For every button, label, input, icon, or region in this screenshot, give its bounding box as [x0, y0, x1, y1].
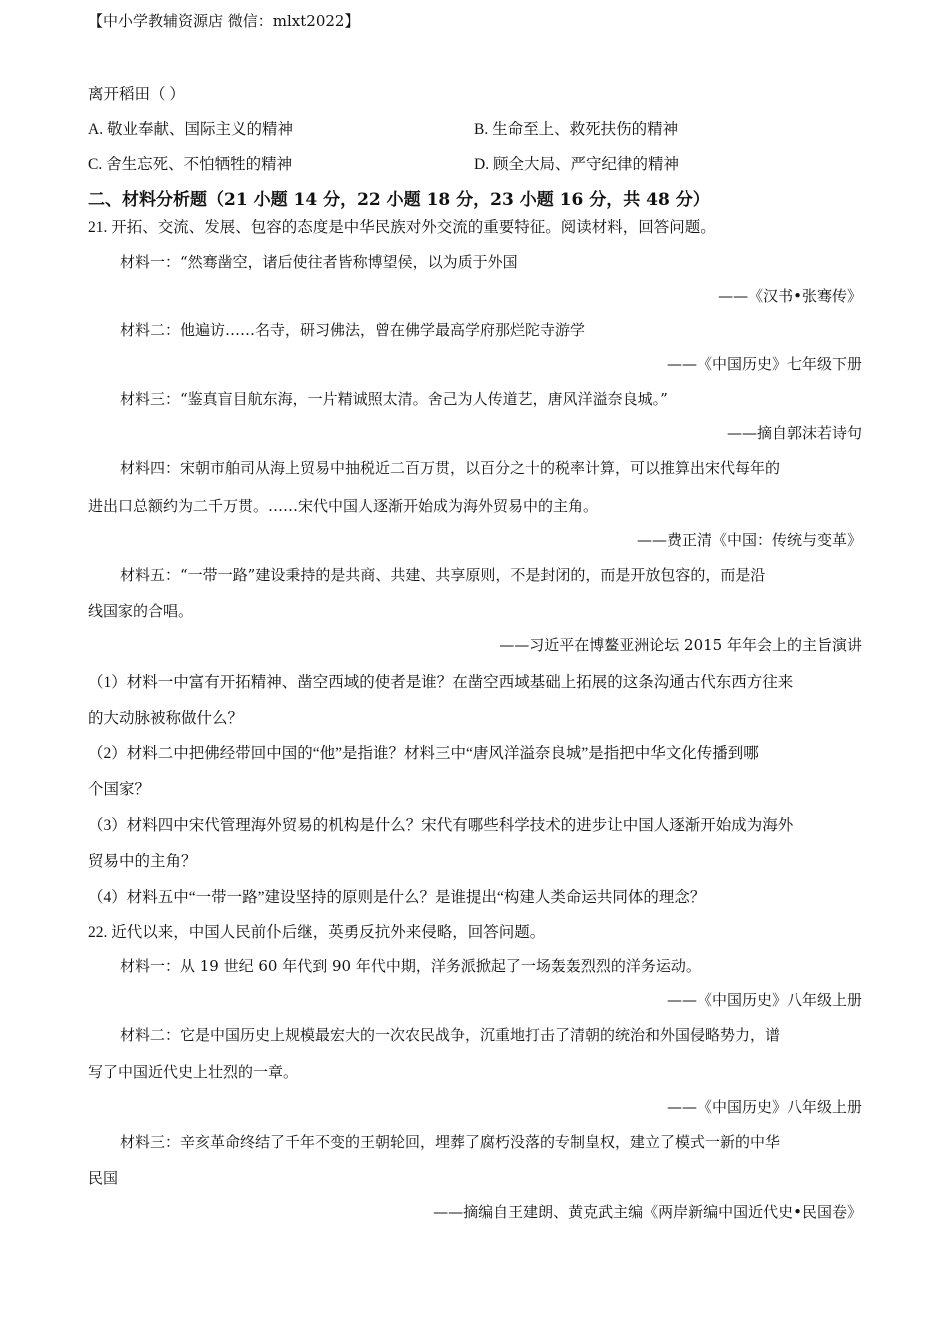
q22-material-1: 材料一：从 19 世纪 60 年代到 90 年代中期，洋务派掀起了一场轰轰烈烈的洋务运动。 — [120, 957, 701, 975]
material-5-line-1: 材料五：“一带一路”建设秉持的是共商、共建、共享原则，不是封闭的，而是开放包容的，而是沿 — [120, 566, 766, 584]
q22-material-2-source: ——《中国历史》八年级上册 — [666, 1098, 862, 1116]
sub-question-1-line-1: （1）材料一中富有开拓精神、凿空西域的使者是谁？在凿空西域基础上拓展的这条沟通古代东西方往来 — [88, 674, 794, 691]
material-3: 材料三：“鉴真盲目航东海，一片精诚照太清。舍己为人传道艺，唐风洋溢奈良城。” — [120, 390, 668, 408]
sub-question-4: （4）材料五中“一带一路”建设坚持的原则是什么？是谁提出“构建人类命运共同体的理念？ — [88, 889, 706, 906]
material-2-source: ——《中国历史》七年级下册 — [666, 355, 862, 373]
q22-material-3-line-1: 材料三：辛亥革命终结了千年不变的王朝轮回，埋葬了腐朽没落的专制皇权，建立了模式一新的中华 — [120, 1133, 781, 1151]
material-4-line-1: 材料四：宋朝市舶司从海上贸易中抽税近二百万贯，以百分之十的税率计算，可以推算出宋代每年的 — [120, 459, 781, 477]
material-5-line-2: 线国家的合唱。 — [88, 602, 194, 620]
section-title: 二、材料分析题（21 小题 14 分，22 小题 18 分，23 小题 16 分，共 48 分） — [88, 190, 710, 210]
q22-material-2-line-1: 材料二：它是中国历史上规模最宏大的一次农民战争，沉重地打击了清朝的统治和外国侵略势力，谱 — [120, 1026, 781, 1044]
option-a: A. 敬业奉献、国际主义的精神 — [88, 121, 293, 138]
sub-question-3-line-2: 贸易中的主角？ — [88, 853, 197, 870]
sub-question-1-line-2: 的大动脉被称做什么？ — [88, 710, 244, 727]
sub-question-2-line-2: 个国家？ — [88, 781, 151, 798]
q22-material-2-line-2: 写了中国近代史上壮烈的一章。 — [88, 1063, 299, 1081]
question-21-stem: 21. 开拓、交流、发展、包容的态度是中华民族对外交流的重要特征。阅读材料，回答问题。 — [88, 219, 716, 236]
sub-question-3-line-1: （3）材料四中宋代管理海外贸易的机构是什么？宋代有哪些科学技术的进步让中国人逐渐开始成为海外 — [88, 817, 794, 834]
question-20-stem-tail: 离开稻田（ ） — [88, 86, 185, 103]
material-5-source: ——习近平在博鳌亚洲论坛 2015 年年会上的主旨演讲 — [499, 636, 862, 654]
q22-material-1-source: ——《中国历史》八年级上册 — [666, 991, 862, 1009]
material-4-source: ——费正清《中国：传统与变革》 — [636, 531, 862, 549]
option-d: D. 顾全大局、严守纪律的精神 — [474, 156, 679, 173]
material-4-line-2: 进出口总额约为二千万贯。……宋代中国人逐渐开始成为海外贸易中的主角。 — [88, 497, 599, 515]
option-b: B. 生命至上、救死扶伤的精神 — [474, 121, 679, 138]
question-22-stem: 22. 近代以来，中国人民前仆后继，英勇反抗外来侵略，回答问题。 — [88, 924, 546, 941]
q22-material-3-line-2: 民国 — [88, 1169, 119, 1187]
material-1-source: ——《汉书•张骞传》 — [718, 287, 862, 305]
option-c: C. 舍生忘死、不怕牺牲的精神 — [88, 156, 293, 173]
material-1: 材料一：“然骞凿空，诸后使往者皆称博望侯，以为质于外国 — [120, 253, 518, 271]
material-3-source: ——摘自郭沫若诗句 — [726, 424, 862, 442]
sub-question-2-line-1: （2）材料二中把佛经带回中国的“他”是指谁？材料三中“唐风洋溢奈良城”是指把中华文化传播到哪 — [88, 745, 759, 762]
q22-material-3-source: ——摘编自王建朗、黄克武主编《两岸新编中国近代史•民国卷》 — [433, 1203, 862, 1221]
page-header: 【中小学教辅资源店 微信：mlxt2022】 — [88, 12, 360, 30]
material-2: 材料二：他遍访……名寺，研习佛法，曾在佛学最高学府那烂陀寺游学 — [120, 321, 586, 339]
